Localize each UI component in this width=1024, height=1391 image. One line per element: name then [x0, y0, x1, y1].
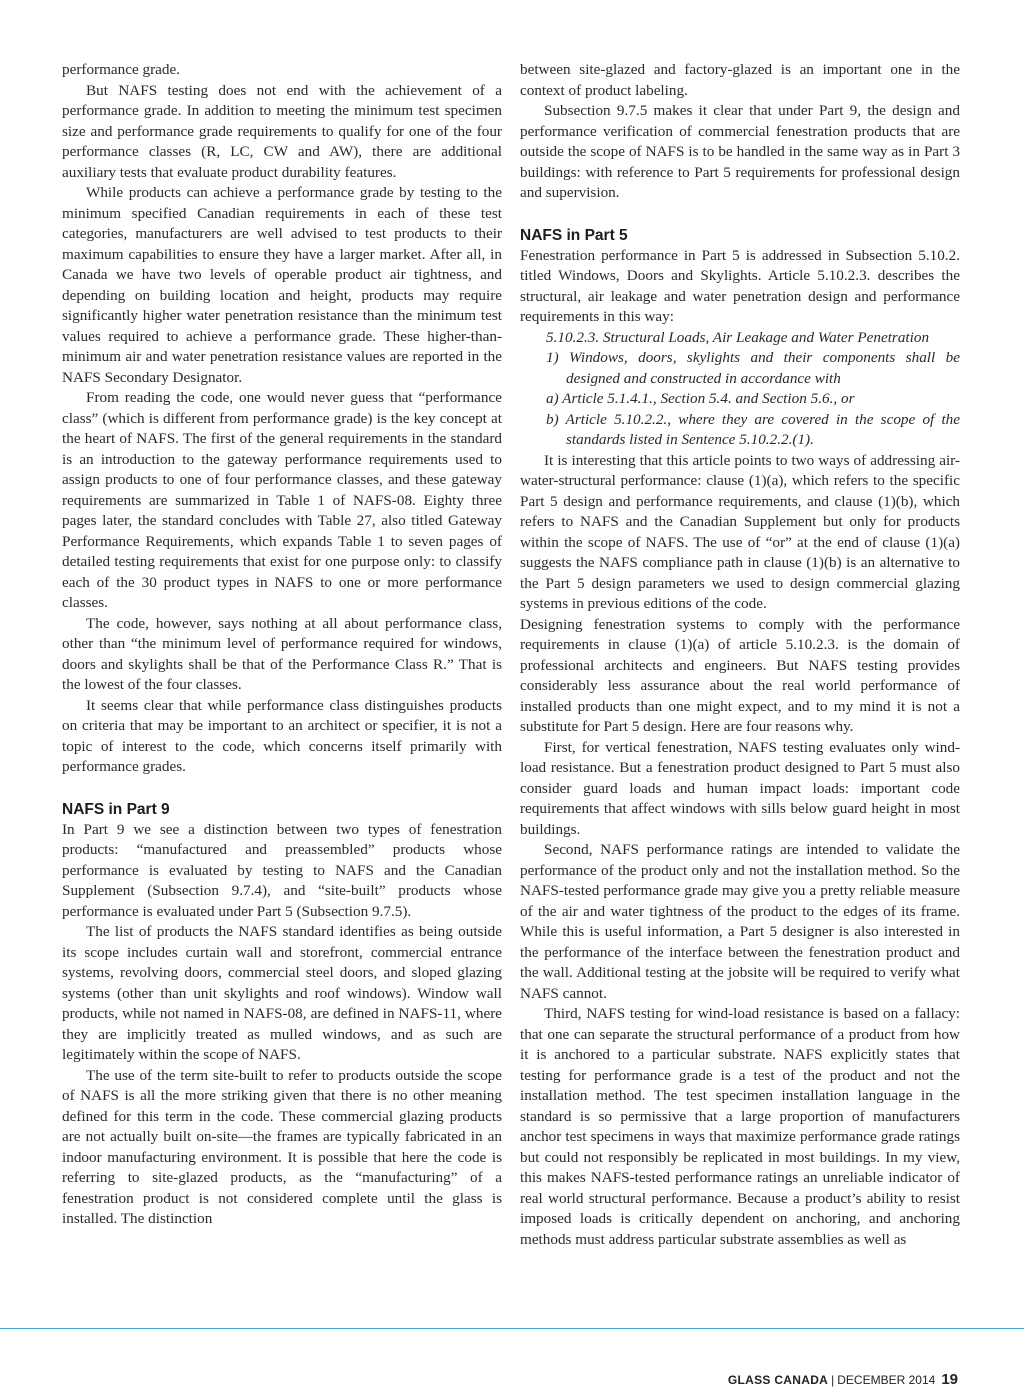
quote-title: 5.10.2.3. Structural Loads, Air Leakage and Water Penetration: [546, 328, 930, 346]
left-column: [62, 60, 502, 1230]
paragraph: In Part 9 we see a distinction between two types of fenestration products: “manufactured and preassembled” products whose performance is evaluated by testing to NAFS and the Canadian Supplement (Subsection 9.7.4), and “site-built” products whose performance is evaluated under Part 5 (Subsection 9.7.5).: [62, 820, 502, 920]
magazine-name: GLASS CANADA: [727, 1373, 829, 1387]
paragraph: It seems clear that while performance class distinguishes products on criteria that may be important to an architect or specifier, it is not a topic of interest to the code, which concerns itself primarily with performance grades.: [62, 696, 502, 775]
footer-separator: |: [831, 1373, 835, 1387]
quote-item-1: 1) Windows, doors, skylights and their components shall be designed and constructed in accordance with: [546, 349, 960, 387]
paragraph: From reading the code, one would never guess that “performance class” (which is different from performance grade) is the key concept at the heart of NAFS. The first of the general requirements in the standard is an introduction to the gateway performance requirements used to assign products to one of four performance classes, and these gateway requirements are summarized in Table 1 of NAFS-08. Eighty three pages later, the standard concludes with Table 27, also titled Gateway Performance Requirements, which expands Table 1 to seven pages of detailed testing requirements that exist for one purpose only: to classify each of the 30 product types in NAFS to one or more performance classes.: [62, 389, 502, 611]
paragraph: The code, however, says nothing at all about performance class, other than “the minimum level of performance required for windows, doors and skylights shall be that of the Performance Class R.” That is the lowest of the four classes.: [62, 614, 502, 693]
paragraph: Fenestration performance in Part 5 is addressed in Subsection 5.10.2. titled Windows, Doors and Skylights. Article 5.10.2.3. describes the structural, air leakage and water penetration design and performance requirements in this way:: [520, 246, 960, 325]
footer-rule: [0, 1328, 1024, 1329]
paragraph: First, for vertical fenestration, NAFS testing evaluates only wind-load resistance. But a fenestration product designed to Part 5 must also consider guard loads and human impact loads: important code requirements that affect windows with sills below guard height in most buildings.: [520, 738, 960, 838]
paragraph: The list of products the NAFS standard identifies as being outside its scope includes curtain wall and storefront, commercial entrance systems, revolving doors, commercial steel doors, and sloped glazing systems (other than unit skylights and roof windows). Window wall products, while not named in NAFS-08, are defined in NAFS-11, where they are implicitly treated as mulled windows, and as such are legitimately within the scope of NAFS.: [62, 923, 502, 1063]
code-quote: [520, 328, 960, 451]
paragraph: But NAFS testing does not end with the achievement of a performance grade. In addition to meeting the minimum test specimen size and performance grade requirements to qualify for one of the four performance classes (R, LC, CW and AW), there are additional auxiliary tests that evaluate product durability features.: [62, 81, 502, 181]
issue-date: DECEMBER 2014: [837, 1373, 936, 1387]
quote-item-b: b) Article 5.10.2.2., where they are covered in the scope of the standards listed in Sentence 5.10.2.2.(1).: [546, 410, 960, 448]
quote-item-a: a) Article 5.1.4.1., Section 5.4. and Section 5.6., or: [546, 390, 855, 407]
right-column: [520, 60, 960, 1250]
paragraph: The use of the term site-built to refer to products outside the scope of NAFS is all the more striking given that there is no other meaning defined for this term in the code. These commercial glazing products are not actually built on-site—the frames are typically fabricated in an indoor manufacturing environment. It is possible that here the code is referring to site-glazed products, as the “manufacturing” of a fenestration product is not considered complete until the glass is installed. The distinction: [62, 1066, 502, 1227]
paragraph: Designing fenestration systems to comply with the performance requirements in clause (1)(a) of article 5.10.2.3. is the domain of professional architects and engineers. But NAFS testing provides considerably less assurance about the real world performance of installed products than one might expect, and to my mind it is not a substitute for Part 5 design. Here are four reasons why.: [520, 615, 960, 735]
paragraph: between site-glazed and factory-glazed is an important one in the context of product labeling.: [520, 61, 960, 99]
paragraph: While products can achieve a performance grade by testing to the minimum specified Canadian requirements in each of these test categories, manufacturers are well advised to test products to their maximum capabilities to ensure they have a larger market. After all, in Canada we have two levels of operable product air tightness, and depending on building location and height, products may require significantly higher water penetration resistance than the minimum test values required to achieve a performance grade. These higher-than-minimum air and water penetration resistance values are reported in the NAFS Secondary Designator.: [62, 184, 502, 386]
page-number: 19: [941, 1371, 958, 1388]
page-footer: [728, 1372, 958, 1388]
paragraph: performance grade.: [62, 61, 181, 78]
section-heading-part5: NAFS in Part 5: [520, 226, 628, 244]
section-heading-part9: NAFS in Part 9: [62, 800, 170, 818]
paragraph: Third, NAFS testing for wind-load resistance is based on a fallacy: that one can separate the structural performance of a product from how it is anchored to a particular substrate. NAFS explicitly states that testing for performance grade is a test of the product and not the installation method. The test specimen installation language in the standard is so permissive that a large proportion of manufacturers anchor test specimens in ways that maximize performance grade ratings but could not responsibly be replicated in most buildings. In my view, this makes NAFS-tested performance ratings an unreliable indicator of real world structural performance. Because a product’s ability to resist imposed loads is critically dependent on anchoring, and anchoring methods must address particular substrate assemblies as well as: [520, 1005, 960, 1248]
paragraph: Second, NAFS performance ratings are intended to validate the performance of the product only and not the installation method. So the NAFS-tested performance grade may give you a pretty reliable measure of the air and water tightness of the product to the edges of its frame. While this is useful information, a Part 5 designer is also interested in the performance of the interface between the fenestration product and the wall. Additional testing at the jobsite will be required to verify what NAFS cannot.: [520, 841, 960, 1002]
paragraph: It is interesting that this article points to two ways of addressing air-water-structural performance: clause (1)(a), which refers to the specific Part 5 design and performance requirements, and clause (1)(b), which refers to NAFS and the Canadian Supplement but only for products within the scope of NAFS. The use of “or” at the end of clause (1)(a) suggests the NAFS compliance path in clause (1)(b) is an alternative to the Part 5 design parameters we used to design commercial glazing systems in previous editions of the code.: [520, 451, 960, 612]
paragraph: Subsection 9.7.5 makes it clear that under Part 9, the design and performance verification of commercial fenestration products that are outside the scope of NAFS is to be handled in the same way as in Part 3 buildings: with reference to Part 5 requirements for professional design and supervision.: [520, 102, 960, 201]
